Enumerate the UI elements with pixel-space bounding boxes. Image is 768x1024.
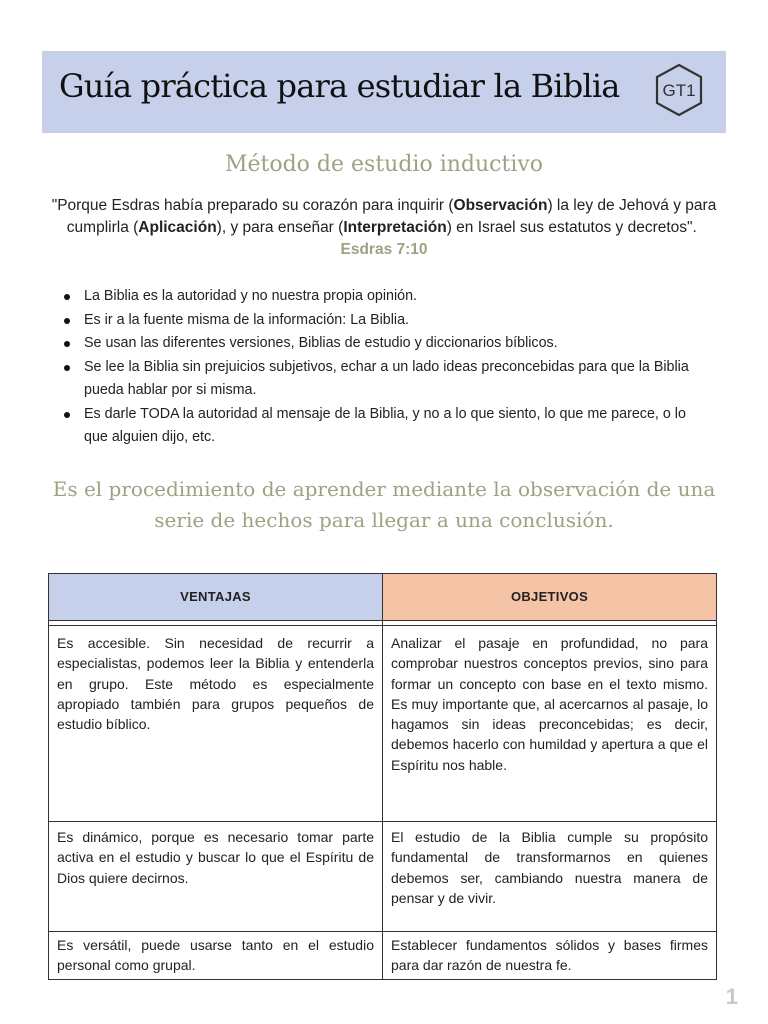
table-row bbox=[49, 822, 717, 932]
bible-quote: "Porque Esdras había preparado su corazón para inquirir (Observación) la ley de Jehová y para cumplirla (Aplicación), y para enseñar (Interpretación) en Israel sus estatutos y decretos". Esdras 7:10 bbox=[51, 197, 717, 258]
table-row bbox=[49, 932, 717, 980]
objetivos-header: OBJETIVOS bbox=[383, 574, 717, 621]
table-row bbox=[49, 626, 717, 822]
list-item: Se usan las diferentes versiones, Biblias de estudio y diccionarios bíblicos. bbox=[64, 332, 704, 356]
quote-reference: Esdras 7:10 bbox=[340, 241, 428, 258]
title-banner bbox=[42, 51, 726, 133]
objetivo-cell: Establecer fundamentos sólidos y bases firmes para dar razón de nuestra fe. bbox=[383, 932, 717, 980]
ventaja-cell: Es dinámico, porque es necesario tomar parte activa en el estudio y buscar lo que el Espíritu de Dios quiere decirnos. bbox=[49, 822, 383, 932]
list-item: Es ir a la fuente misma de la información: La Biblia. bbox=[64, 309, 704, 333]
observacion-term: Observación bbox=[453, 197, 548, 214]
aplicacion-term: Aplicación bbox=[138, 219, 217, 236]
page-title: Guía práctica para estudiar la Biblia bbox=[59, 67, 620, 105]
ventajas-header: VENTAJAS bbox=[49, 574, 383, 621]
list-item: La Biblia es la autoridad y no nuestra propia opinión. bbox=[64, 285, 704, 309]
list-item: Es darle TODA la autoridad al mensaje de la Biblia, y no a lo que siento, lo que me parece, o lo que alguien dijo, etc. bbox=[64, 403, 704, 450]
ventaja-cell: Es accesible. Sin necesidad de recurrir a especialistas, podemos leer la Biblia y entenderla en grupo. Este método es especialmente apropiado también para grupos pequeños de estudio bíblico. bbox=[49, 626, 383, 822]
ventaja-cell: Es versátil, puede usarse tanto en el estudio personal como grupal. bbox=[49, 932, 383, 980]
advantages-objectives-table bbox=[48, 573, 717, 980]
method-subtitle: Método de estudio inductivo bbox=[224, 152, 544, 177]
page-number: 1 bbox=[725, 984, 738, 1009]
objetivo-cell: El estudio de la Biblia cumple su propósito fundamental de transformarnos en quienes debemos ser, cambiando nuestra manera de pensar y de vivir. bbox=[383, 822, 717, 932]
gt1-logo-icon bbox=[653, 62, 705, 118]
list-item: Se lee la Biblia sin prejuicios subjetivos, echar a un lado ideas preconcebidas para que la Biblia pueda hablar por si misma. bbox=[64, 356, 704, 403]
svg-text:GT1: GT1 bbox=[662, 81, 696, 100]
interpretacion-term: Interpretación bbox=[343, 219, 447, 236]
principles-list bbox=[64, 285, 704, 450]
objetivo-cell: Analizar el pasaje en profundidad, no para comprobar nuestros conceptos previos, sino para formar un concepto con base en el texto mismo. Es muy importante que, al acercarnos al pasaje, lo hagamos sin ideas preconcebidas; es decir, debemos hacerlo con humildad y apertura a que el Espíritu nos hable. bbox=[383, 626, 717, 822]
method-definition: Es el procedimiento de aprender mediante la observación de una serie de hechos para llegar a una conclusión. bbox=[52, 477, 716, 532]
